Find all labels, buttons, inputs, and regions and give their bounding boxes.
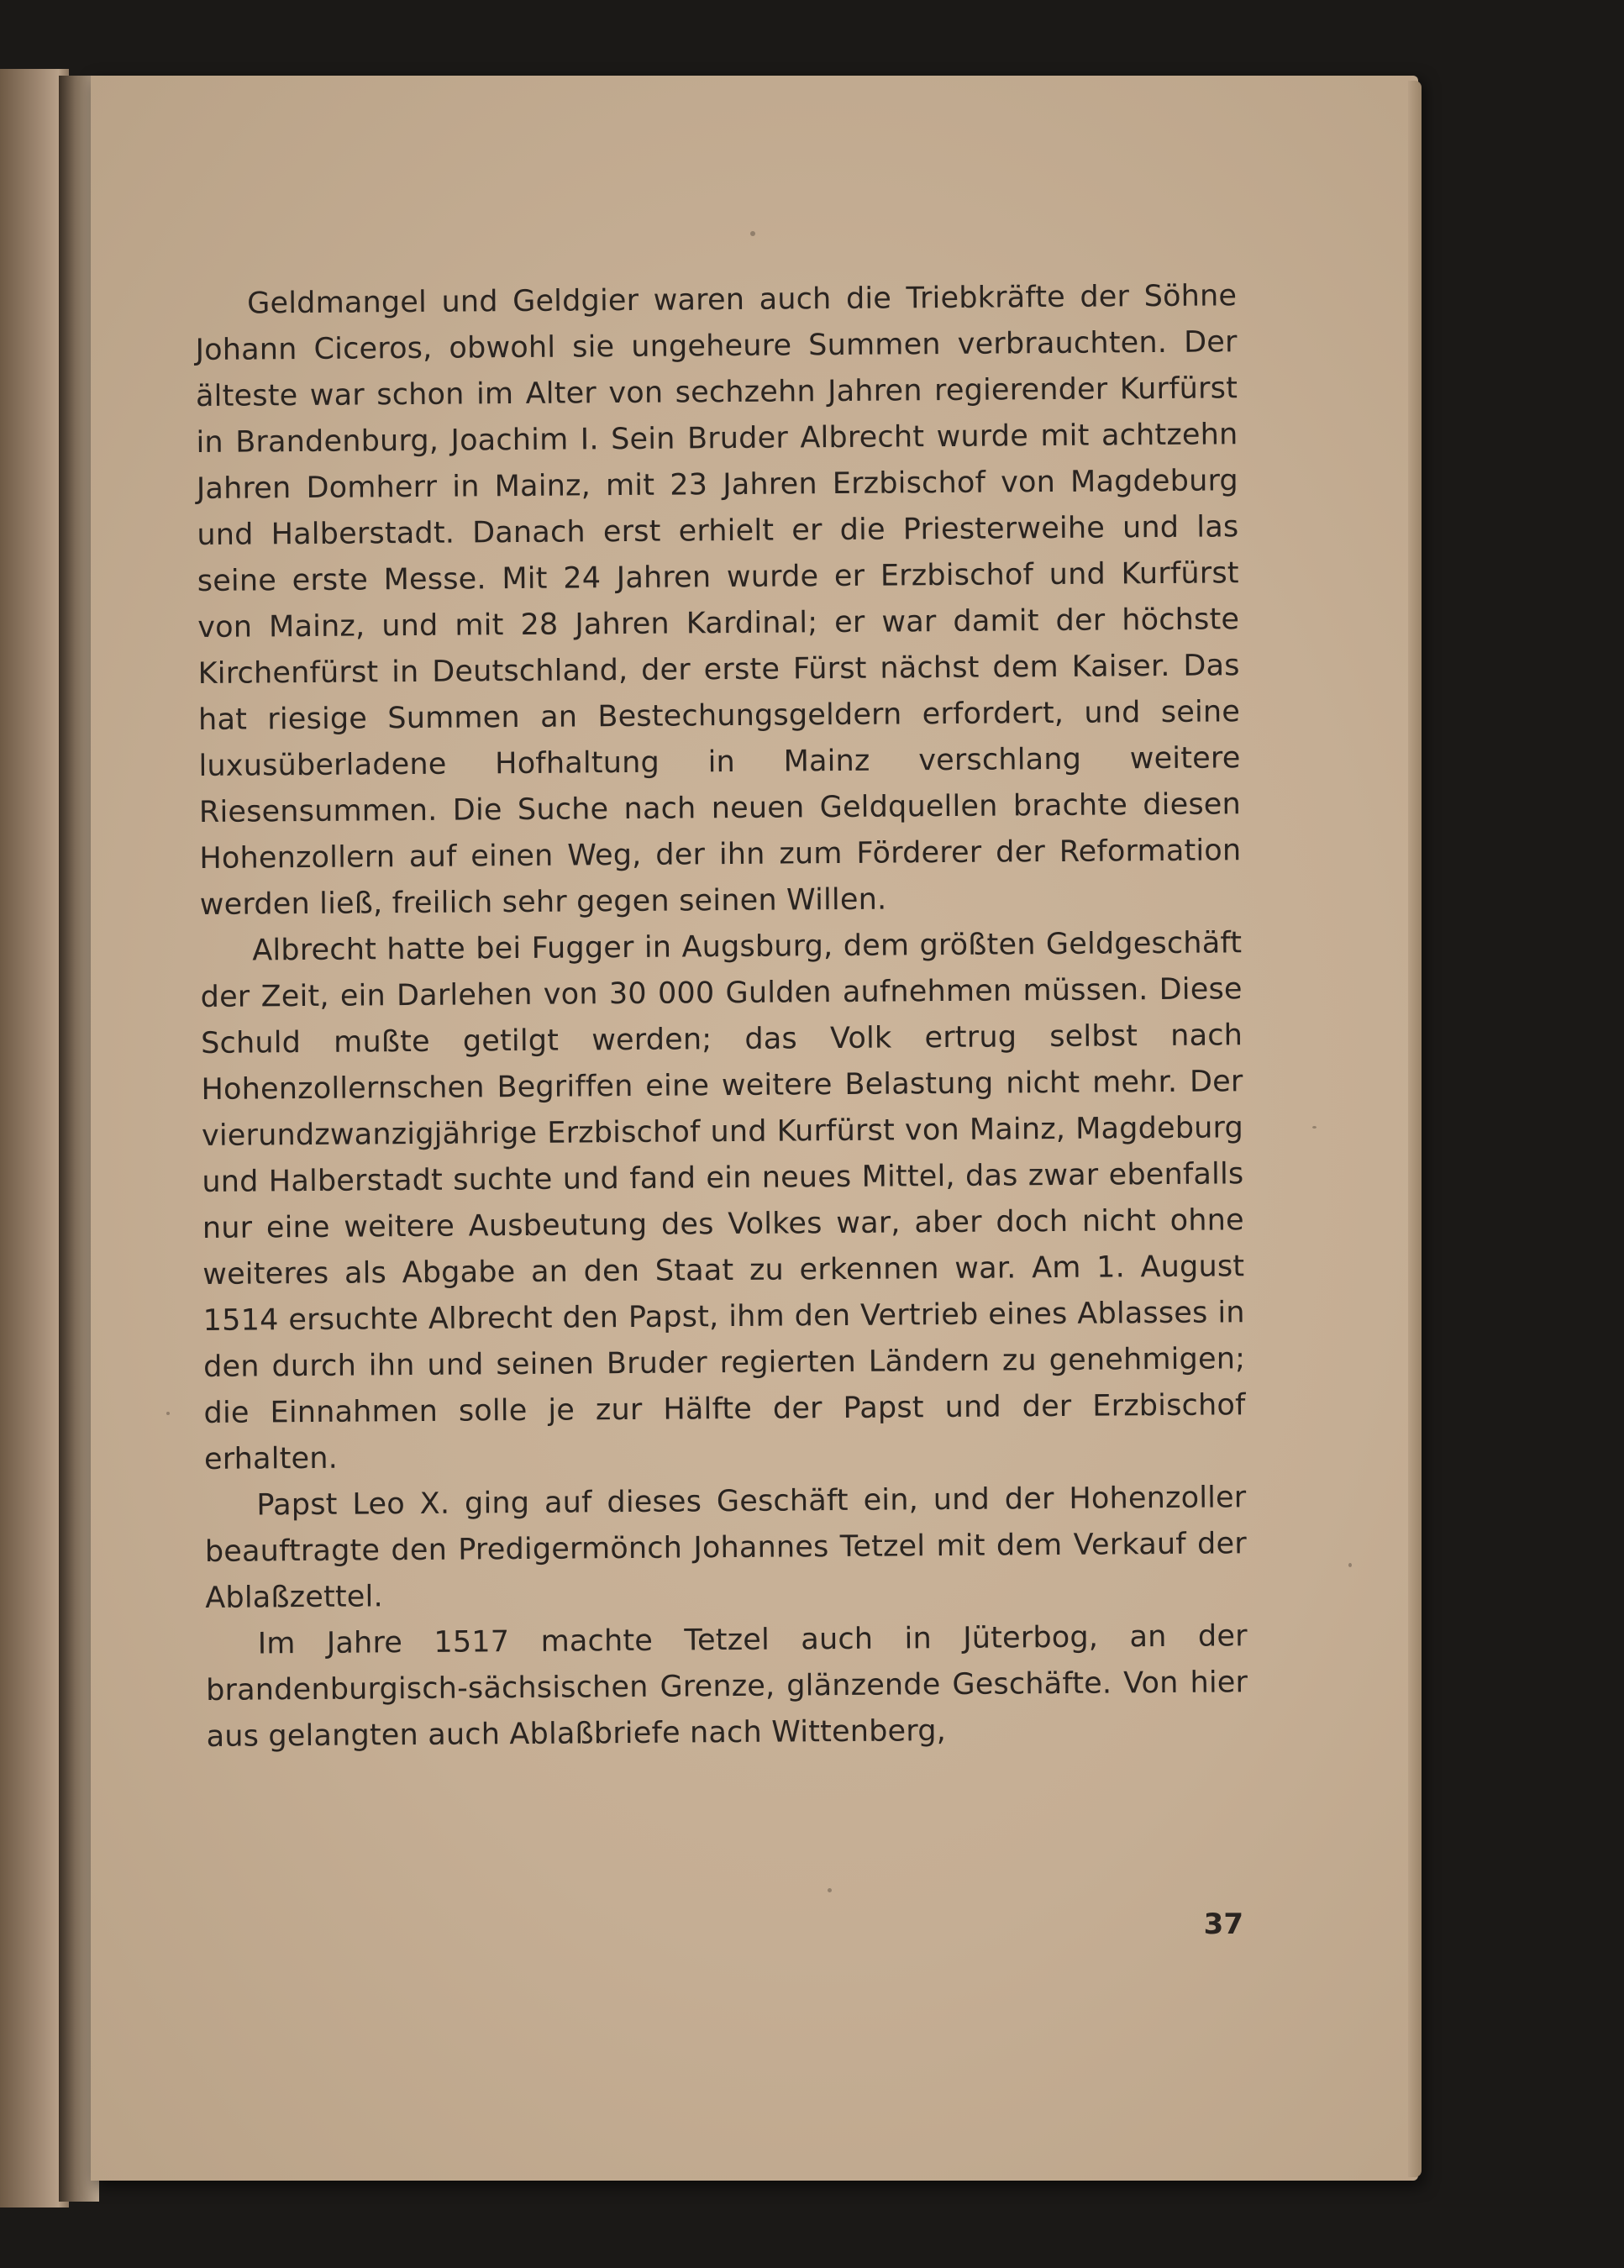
paper-speck	[828, 1888, 832, 1892]
paragraph-2: Albrecht hatte bei Fugger in Augsburg, dem größten Geldgeschäft der Zeit, ein Darlehen von 30 000 Gulden aufnehmen müssen. Diese Schuld mußte getilgt werden; das Volk ertrug selbst nach Hohenzollernschen Begriffen eine weitere Belastung nicht mehr. Der vierundzwanzigjährige Erzbischof und Kurfürst von Mainz, Magdeburg und Halberstadt suchte und fand ein neues Mittel, das zwar ebenfalls nur eine weitere Ausbeutung des Volkes war, aber doch nicht ohne weiteres als Abgabe an den Staat zu erkennen war. Am 1. August 1514 ersuchte Albrecht den Papst, ihm den Vertrieb eines Ablasses in den durch ihn und seinen Bruder regierten Ländern zu genehmigen; die Einnahmen solle je zur Hälfte der Papst und der Erzbischof erhalten.	[200, 926, 1246, 1476]
page-number: 37	[1203, 1908, 1243, 1941]
body-text	[195, 273, 1248, 1760]
page-edge	[1408, 81, 1422, 2177]
paper-speck	[166, 1412, 170, 1415]
paper-speck	[1348, 1563, 1352, 1567]
paper-speck	[1312, 1126, 1317, 1129]
paper-speck	[750, 231, 755, 236]
paragraph-4: Im Jahre 1517 machte Tetzel auch in Jüterbog, an der brandenburgisch-sächsischen Grenze, glänzende Geschäfte. Von hier aus gelangten auch Ablaßbriefe nach Wittenberg,	[206, 1619, 1248, 1754]
paragraph-3: Papst Leo X. ging auf dieses Geschäft ein, und der Hohenzoller beauftragte den Predigermönch Johannes Tetzel mit dem Verkauf der Ablaßzettel.	[204, 1481, 1247, 1615]
paragraph-1: Geldmangel und Geldgier waren auch die Triebkräfte der Söhne Johann Ciceros, obwohl sie ungeheure Summen verbrauchten. Der älteste war schon im Alter von sechzehn Jahren regierender Kurfürst in Brandenburg, Joachim I. Sein Bruder Albrecht wurde mit achtzehn Jahren Domherr in Mainz, mit 23 Jahren Erzbischof von Magdeburg und Halberstadt. Danach erst erhielt er die Priesterweihe und las seine erste Messe. Mit 24 Jahren wurde er Erzbischof und Kurfürst von Mainz, und mit 28 Jahren Kardinal; er war damit der höchste Kirchenfürst in Deutschland, der erste Fürst nächst dem Kaiser. Das hat riesige Summen an Bestechungsgeldern erfordert, und seine luxusüberladene Hofhaltung in Mainz verschlang weitere Riesensummen. Die Suche nach neuen Geldquellen brachte diesen Hohenzollern auf einen Weg, der ihn zum Förderer der Reformation werden ließ, freilich sehr gegen seinen Willen.	[195, 279, 1242, 922]
